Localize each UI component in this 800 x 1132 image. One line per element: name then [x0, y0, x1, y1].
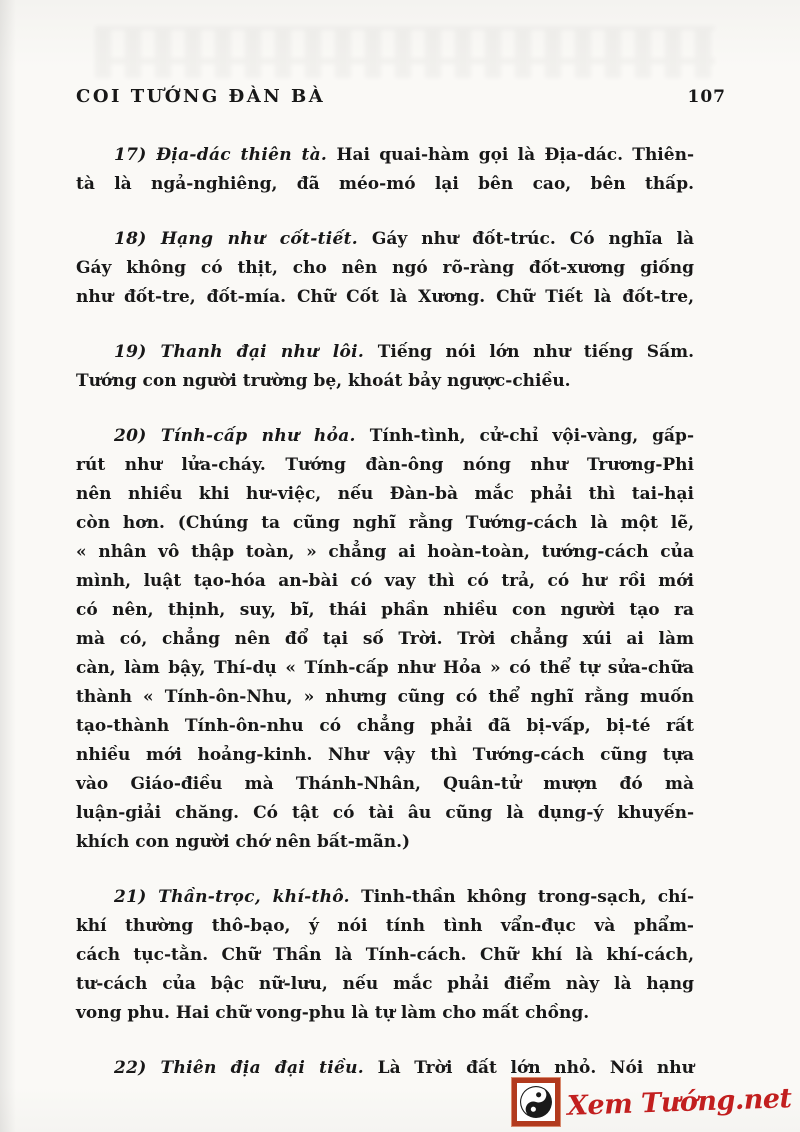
page-body — [76, 141, 694, 1083]
text-line: rút như lửa-cháy. Tướng đàn-ông nóng như Trương-Phi — [76, 455, 694, 475]
text-line: như đốt-tre, đốt-mía. Chữ Cốt là Xương. Chữ Tiết là đốt-tre, — [76, 287, 694, 307]
paragraph-17 — [76, 141, 694, 199]
paragraph-lead: 22) Thiên địa đại tiều. — [114, 1058, 364, 1078]
paragraph-21 — [76, 883, 694, 1028]
paragraph-19 — [76, 338, 694, 396]
paragraph-18 — [76, 225, 694, 312]
text-line: khí thường thô-bạo, ý nói tính tình vẩn-đục và phẩm- — [76, 916, 694, 936]
paragraph-lead: 17) Địa-dác thiên tà. — [114, 145, 328, 165]
text-line: 22) Thiên địa đại tiều. Là Trời đất lớn nhỏ. Nói như — [114, 1058, 694, 1078]
text-line: mà có, chẳng nên đổ tại số Trời. Trời chẳng xúi ai làm — [76, 629, 694, 649]
running-title: COI TƯỚNG ĐÀN BÀ — [76, 86, 326, 107]
page-header — [76, 86, 726, 107]
text-line: 20) Tính-cấp như hỏa. Tính-tình, cử-chỉ vội-vàng, gấp- — [114, 426, 695, 446]
text-line: có nên, thịnh, suy, bĩ, thái phần nhiều con người tạo ra — [76, 600, 694, 620]
text-line: tà là ngả-nghiêng, đã méo-mó lại bên cao, bên thấp. — [76, 174, 694, 194]
text-line: 21) Thần-trọc, khí-thô. Tinh-thần không trong-sạch, chí- — [114, 887, 694, 907]
text-line: còn hơn. (Chúng ta cũng nghĩ rằng Tướng-cách là một lẽ, — [76, 513, 694, 533]
text-line: luận-giải chăng. Có tật có tài âu cũng là dụng-ý khuyến- — [76, 803, 694, 823]
paragraph-lead: 19) Thanh đại như lôi. — [114, 342, 365, 362]
watermark — [512, 1078, 792, 1126]
text-line: tạo-thành Tính-ôn-nhu có chẳng phải đã bị-vấp, bị-té rất — [76, 716, 694, 736]
text-line: 18) Hạng như cốt-tiết. Gáy như đốt-trúc. Có nghĩa là — [114, 229, 694, 249]
watermark-text: Xem Tướng.net — [566, 1082, 793, 1122]
page-number: 107 — [687, 87, 726, 107]
paragraph-20 — [76, 422, 694, 857]
text-line: nhiều mới hoảng-kinh. Như vậy thì Tướng-cách cũng tựa — [76, 745, 694, 765]
text-line: càn, làm bậy, Thí-dụ « Tính-cấp như Hỏa » có thể tự sửa-chữa — [76, 658, 694, 678]
text-line: 19) Thanh đại như lôi. Tiếng nói lớn như tiếng Sấm. — [114, 342, 694, 362]
paragraph-lead: 18) Hạng như cốt-tiết. — [114, 229, 358, 249]
text-line: Tướng con người trường bẹ, khoát bảy ngược-chiều. — [76, 371, 571, 391]
text-line: khích con người chớ nên bất-mãn.) — [76, 832, 411, 852]
text-line: thành « Tính-ôn-Nhu, » nhưng cũng có thể nghĩ rằng muốn — [76, 687, 694, 707]
paragraph-lead: 21) Thần-trọc, khí-thô. — [114, 887, 350, 907]
text-line: nên nhiều khi hư-việc, nếu Đàn-bà mắc phải thì tai-hại — [76, 484, 694, 504]
scan-edge-shadow — [0, 0, 16, 1132]
text-line: vào Giáo-điều mà Thánh-Nhân, Quân-tử mượn đó mà — [76, 774, 694, 794]
text-line: 17) Địa-dác thiên tà. Hai quai-hàm gọi là Địa-dác. Thiên- — [114, 145, 694, 165]
paragraph-lead: 20) Tính-cấp như hỏa. — [114, 426, 356, 446]
text-line: mình, luật tạo-hóa an-bài có vay thì có trả, có hư rồi mới — [76, 571, 694, 591]
text-line: Gáy không có thịt, cho nên ngó rõ-ràng đốt-xương giống — [76, 258, 694, 278]
text-line: vong phu. Hai chữ vong-phu là tự làm cho mất chồng. — [76, 1003, 590, 1023]
yin-yang-icon — [512, 1078, 560, 1126]
text-line: tư-cách của bậc nữ-lưu, nếu mắc phải điểm này là hạng — [76, 974, 694, 994]
scan-bleedthrough-artifact — [95, 26, 715, 78]
text-line: « nhân vô thập toàn, » chẳng ai hoàn-toàn, tướng-cách của — [76, 542, 694, 562]
text-line: cách tục-tằn. Chữ Thần là Tính-cách. Chữ khí là khí-cách, — [76, 945, 694, 965]
